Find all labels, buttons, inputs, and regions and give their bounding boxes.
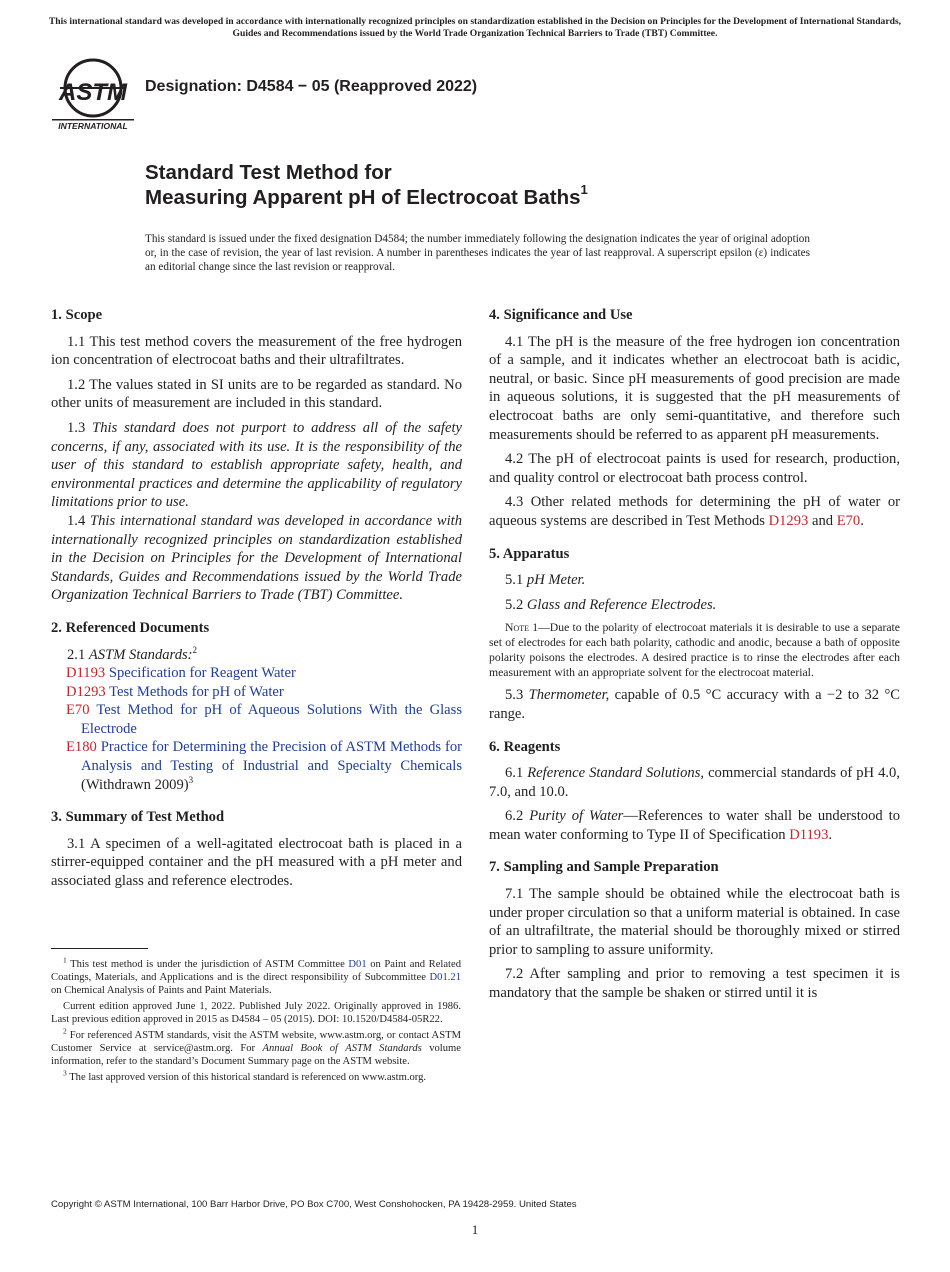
section-4-heading: 4. Significance and Use (489, 307, 633, 323)
astm-logo (52, 56, 134, 132)
footnote-2-text-a: For referenced ASTM standards, visit the ASTM website, www.astm.org, or contact ASTM Customer Service at service@astm.org. For (51, 1030, 461, 1054)
para-4-3-and: and (808, 512, 837, 529)
para-2-1-text: ASTM Standards: (88, 646, 193, 663)
footnote-3-marker: 3 (63, 1068, 67, 1078)
page-number: 1 (471, 1222, 479, 1237)
footnote-divider (51, 948, 148, 949)
para-5-3-text: capable of 0.5 °C accuracy with a −2 to 32 °C range. (489, 687, 901, 722)
footnote-1-text-c: on Chemical Analysis of Paints and Paint Materials. (51, 985, 272, 996)
para-5-1-number: 5.1 (505, 572, 527, 589)
footnote-1-edition: Current edition approved June 1, 2022. Published July 2022. Originally approved in 1986. Last previous edition approved in 2015 as D4584 – 05 (2015). DOI: 10.1520/D4584-05R22. (51, 1001, 461, 1025)
para-5-2-number: 5.2 (505, 596, 527, 613)
para-6-2-link-d1193[interactable]: D1193 (789, 826, 829, 843)
footnote-1 (51, 955, 461, 997)
para-1-4-number: 1.4 (67, 512, 91, 529)
para-3-1: 3.1 A specimen of a well-agitated electrocoat bath is placed in a stirrer-equipped container and the pH measured with a pH meter and associated glass and reference electrodes. (51, 835, 462, 890)
footnote-1-text-a: This test method is under the jurisdiction of ASTM Committee (66, 959, 349, 970)
para-5-3-term: Thermometer, (528, 687, 610, 704)
copyright: Copyright © ASTM International, 100 Barr Harbor Drive, PO Box C700, West Conshohocken, PA 19428-2959. United States (51, 1199, 577, 1210)
ref-e70-code[interactable]: E70 (66, 702, 90, 719)
para-5-1 (489, 571, 900, 590)
title-footnote-marker: 1 (580, 182, 588, 198)
document-title (145, 160, 885, 210)
para-1-3-number: 1.3 (67, 419, 93, 436)
para-6-1-number: 6.1 (505, 765, 528, 782)
ref-e180-withdrawn: (Withdrawn 2009) (81, 776, 189, 793)
section-3-heading: 3. Summary of Test Method (51, 809, 225, 826)
ref-d1193 (51, 664, 462, 683)
logo-text: ASTM (59, 79, 127, 106)
para-1-2: 1.2 The values stated in SI units are to be regarded as standard. No other units of measurement are included in this standard. (51, 376, 462, 412)
footnote-3-text: The last approved version of this historical standard is referenced on www.astm.org. (66, 1072, 427, 1083)
ref-d1293-code[interactable]: D1293 (66, 683, 106, 700)
para-6-1-text: commercial standards of pH 4.0, 7.0, and 10.0. (489, 765, 901, 800)
para-6-2 (489, 807, 900, 844)
para-1-4-text: This international standard was developed in accordance with internationally recognized principles on standardization established in the Decision on Principles for the Development of International Standards, Guides and Recommendations issued by the World Trade Organization Technical Barriers to Trade (TBT) Committee. (51, 512, 463, 604)
section-2-heading: 2. Referenced Documents (51, 619, 210, 636)
ref-e180-title[interactable]: Practice for Determining the Precision of ASTM Methods for Analysis and Testing of Industrial and Specialty Chemicals (81, 739, 462, 775)
para-6-2-number: 6.2 (505, 808, 530, 825)
section-5-heading: 5. Apparatus (489, 545, 570, 562)
ref-d1193-code[interactable]: D1193 (66, 665, 106, 682)
para-4-2: 4.2 The pH of electrocoat paints is used for research, production, and quality control or electrocoat bath process control. (489, 451, 900, 486)
footnote-2-marker: 2 (63, 1026, 67, 1036)
ref-d1193-title[interactable]: Specification for Reagent Water (108, 665, 296, 682)
footnote-3 (51, 1068, 461, 1084)
ref-e70-title[interactable]: Test Method for pH of Aqueous Solutions With the Glass Electrode (81, 702, 463, 737)
note-1 (489, 620, 900, 680)
para-7-2: 7.2 After sampling and prior to removing a test specimen it is mandatory that the sample be shaken or stirred until it is (489, 966, 900, 1002)
title-line-2 (145, 182, 885, 210)
para-7-1: 7.1 The sample should be obtained while the electrocoat bath is under proper circulation so that a uniform material is obtained. In case of an ultrafiltrate, the material should be thoroughly mixed or stirred prior to sampling to assure uniformity. (489, 886, 900, 958)
para-4-3-text: 4.3 Other related methods for determining the pH of water or aqueous systems are described in Test Methods (489, 494, 900, 529)
ref-e180-code[interactable]: E180 (66, 739, 97, 756)
footnote-2 (51, 1026, 461, 1068)
para-5-2 (489, 596, 900, 615)
para-4-3-link-d1293[interactable]: D1293 (768, 512, 809, 529)
para-5-3 (489, 686, 900, 723)
para-5-2-text: Glass and Reference Electrodes. (526, 596, 717, 613)
footnote-2-book-title: Annual Book of ASTM Standards (262, 1043, 422, 1054)
footnote-2-text-b: volume information, refer to the standard’s Document Summary page on the ASTM website. (51, 1043, 461, 1067)
ref-e180-footnote-marker: 3 (188, 774, 194, 785)
footnote-1-text-b: on Paint and Related Coatings, Materials, and Applications and is the direct responsibility of Subcommittee (51, 959, 461, 983)
section-1-heading: 1. Scope (51, 307, 103, 323)
para-6-1-term: Reference Standard Solutions, (527, 765, 705, 782)
footnote-1-link-d01-21[interactable]: D01.21 (429, 972, 461, 983)
ref-e180 (51, 738, 462, 794)
para-5-1-text: pH Meter. (526, 572, 586, 589)
para-1-1: 1.1 This test method covers the measurement of the free hydrogen ion concentration of electrocoat baths and their ultrafiltrates. (51, 333, 462, 369)
para-6-2-term: Purity of Water (529, 808, 624, 825)
para-6-1 (489, 764, 900, 801)
ref-d1293-title[interactable]: Test Methods for pH of Water (109, 683, 284, 700)
footnote-1-marker: 1 (63, 955, 67, 965)
para-2-1-footnote-marker: 2 (192, 644, 198, 655)
para-4-3-link-e70[interactable]: E70 (836, 512, 861, 529)
designation: Designation: D4584 − 05 (Reapproved 2022) (145, 78, 478, 95)
right-column (489, 306, 900, 1009)
title-line-1: Standard Test Method for (145, 161, 392, 184)
top-notice: This international standard was developed in accordance with internationally recognized principles on standardization established in the Decision on Principles for the Development of International Standards, Guides and Recommendations issued by the World Trade Organization Technical Barriers to Trade (TBT) Committee. (48, 16, 902, 39)
title-line-2-text: Measuring Apparent pH of Electrocoat Baths (145, 186, 581, 209)
para-4-1: 4.1 The pH is the measure of the free hydrogen ion concentration of a sample, and it indicates whether an electrocoat bath is acidic, neutral, or basic. Since pH measurements of good precision are made in aqueous solutions, it is suggested that the pH measurements of electrocoat baths are only semi-quantitative, and therefore such measurements should be referred to as apparent pH measurements. (489, 333, 900, 443)
para-6-2-end: . (828, 826, 833, 843)
section-7-heading: 7. Sampling and Sample Preparation (489, 859, 719, 876)
left-column (51, 306, 462, 897)
para-2-1-number: 2.1 (67, 646, 89, 663)
para-1-4 (51, 512, 462, 605)
ref-d1293 (51, 683, 462, 702)
issue-statement: This standard is issued under the fixed designation D4584; the number immediately following the designation indicates the year of original adoption or, in the case of revision, the year of last revision. A number in parentheses indicates the year of last reapproval. A superscript epsilon (ε) indicates an editorial change since the last revision or reapproval. (145, 233, 810, 273)
logo-subtext: INTERNATIONAL (58, 121, 128, 131)
para-2-1 (51, 646, 462, 665)
para-4-3 (489, 493, 900, 530)
para-1-3-text: This standard does not purport to address all of the safety concerns, if any, associated with its use. It is the responsibility of the user of this standard to establish appropriate safety, health, and environmental practices and determine the applicability of regulatory limitations prior to use. (51, 419, 462, 511)
ref-e70 (51, 701, 462, 738)
note-1-label: Note 1 (505, 621, 539, 635)
para-6-2-text: —References to water shall be understood to mean water conforming to Type II of Specification (489, 808, 901, 843)
footnote-1-link-d01[interactable]: D01 (348, 959, 367, 970)
section-6-heading: 6. Reagents (489, 738, 561, 755)
para-4-3-end: . (860, 512, 864, 529)
footnotes (51, 955, 461, 1087)
para-5-3-number: 5.3 (505, 687, 529, 704)
para-1-3 (51, 419, 462, 512)
note-1-text: —Due to the polarity of electrocoat materials it is desirable to use a separate set of electrodes for each bath polarity, cathodic and anodic, because a bath of opposite polarity poisons the electrodes. A desired practice is to rinse the electrodes after each measurement with an appropriate solvent for the electrocoat material. (489, 621, 900, 680)
